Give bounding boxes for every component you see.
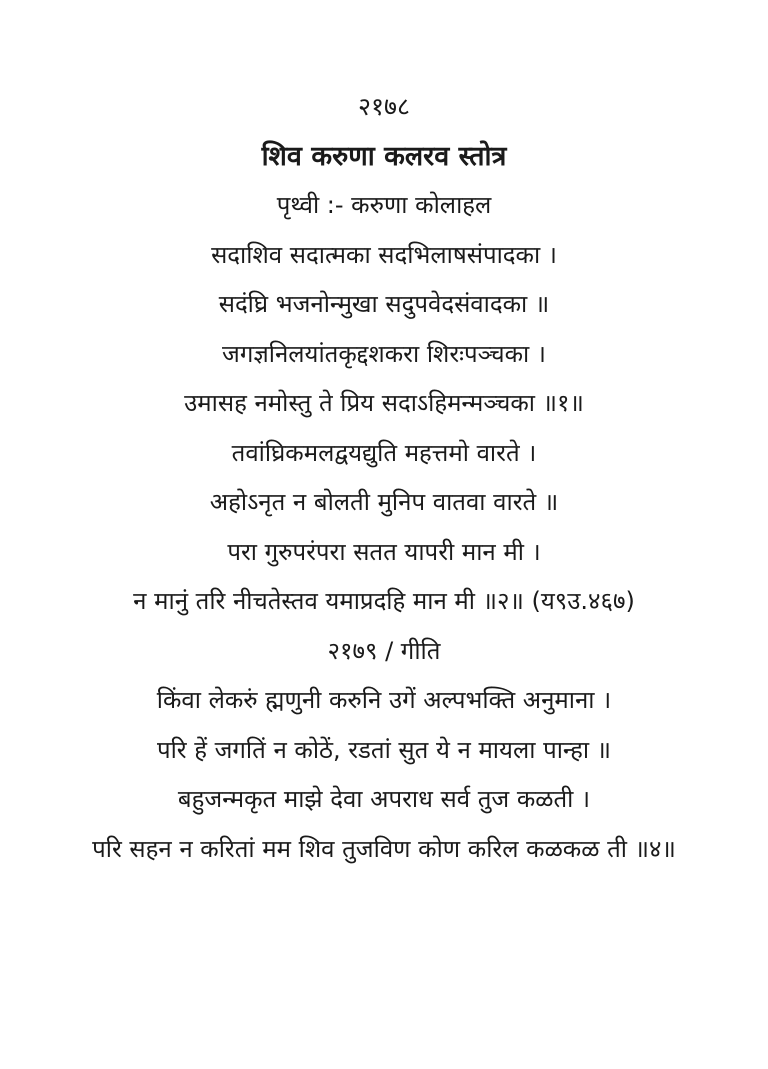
document-page	[0, 82, 768, 874]
verse-line: किंवा लेकरुं ह्मणुनी करुनि उगें अल्पभक्ति अनुमाना ।	[156, 686, 612, 714]
verse-line: बहुजन्मकृत माझे देवा अपराध सर्व तुज कळती ।	[177, 785, 591, 813]
verse-line: सदाशिव सदात्मका सदभिलाषसंपादका ।	[211, 240, 557, 269]
verse-line: परि सहन न करितां मम शिव तुजविण कोण करिल कळकळ ती ॥४॥	[92, 834, 676, 863]
verse-line: परि हें जगतिं न कोठें, रडतां सुत ये न मायला पान्हा ॥	[156, 735, 612, 764]
verse-line: जगज्ञनिलयांतकृद्दशकरा शिरःपञ्चका ।	[222, 339, 546, 368]
meter-label: पृथ्वी :- करुणा कोलाहल	[276, 191, 492, 219]
verse-line: उमासह नमोस्तु ते प्रिय सदाऽहिमन्मञ्चका ॥१॥	[184, 389, 584, 417]
verse-line: सदंघ्रि भजनोन्मुखा सदुपवेदसंवादका ॥	[218, 290, 550, 318]
verse-line: परा गुरुपरंपरा सतत यापरी मान मी ।	[227, 537, 541, 566]
stotra-title: शिव करुणा कलरव स्तोत्र	[261, 140, 507, 172]
verse-line: न मानुं तरि नीचतेस्तव यमाप्रदहि मान मी ॥२॥ (य९उ.४६७)	[133, 587, 635, 615]
verse-line: तवांघ्रिकमलद्वयद्युति महत्तमो वारते ।	[231, 438, 537, 467]
verse-number: २१७८	[357, 92, 410, 121]
verse-line: अहोऽनृत न बोलती मुनिप वातवा वारते ॥	[209, 488, 559, 516]
section-heading: २१७९ / गीति	[327, 636, 441, 665]
